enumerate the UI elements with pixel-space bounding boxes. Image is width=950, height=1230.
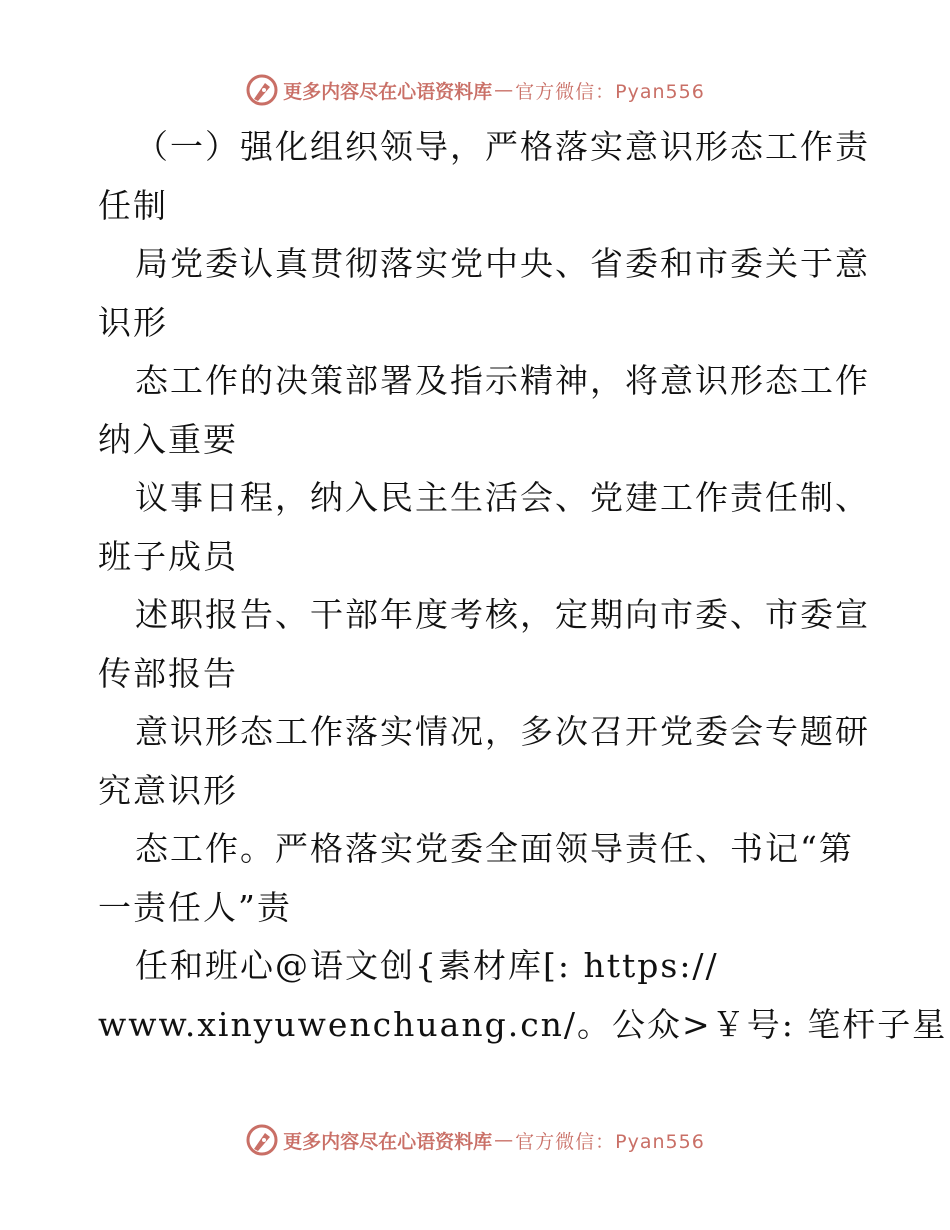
paragraph-line: 传部报告 (98, 653, 238, 693)
paragraph-line: 究意识形 (98, 770, 238, 810)
document-body (98, 118, 948, 1054)
watermark-dash: — (494, 1129, 514, 1151)
paragraph-line: 局党委认真贯彻落实党中央、省委和市委关于意 (135, 244, 870, 283)
paragraph-line: （一）强化组织领导，严格落实意识形态工作责 (135, 127, 870, 166)
watermark-brand-text: 更多内容尽在心语资料库 (283, 80, 493, 103)
paragraph-line: 班子成员 (98, 536, 238, 576)
paragraph-line: 一责任人”责 (98, 887, 292, 927)
paragraph-line: 任制 (98, 185, 168, 225)
paragraph-line: 态工作。严格落实党委全面领导责任、书记“第 (135, 829, 854, 868)
header-watermark-banner (0, 70, 950, 110)
watermark-contact-text: 官方微信：Pyan556 (515, 1130, 705, 1153)
footer-watermark-banner (0, 1120, 950, 1160)
watermark-contact-text: 官方微信：Pyan556 (515, 80, 705, 103)
paragraph-line: 纳入重要 (98, 419, 238, 459)
paragraph-line: 态工作的决策部署及指示精神，将意识形态工作 (135, 361, 870, 400)
pen-nib-logo-icon (245, 1123, 279, 1157)
paragraph-line: 任和班心@语文创{素材库[: https:// (135, 946, 719, 985)
paragraph-line: 述职报告、干部年度考核，定期向市委、市委宣 (135, 595, 870, 634)
watermark-brand-text: 更多内容尽在心语资料库 (283, 1130, 493, 1153)
paragraph-line: 意识形态工作落实情况，多次召开党委会专题研 (135, 712, 870, 751)
paragraph-line: 识形 (98, 302, 168, 342)
watermark-dash: — (494, 79, 514, 101)
paragraph-line: www.xinyuwenchuang.cn/。公众>￥号: 笔杆子星 (98, 1004, 948, 1044)
pen-nib-logo-icon (245, 73, 279, 107)
paragraph-line: 议事日程，纳入民主生活会、党建工作责任制、 (135, 478, 870, 517)
